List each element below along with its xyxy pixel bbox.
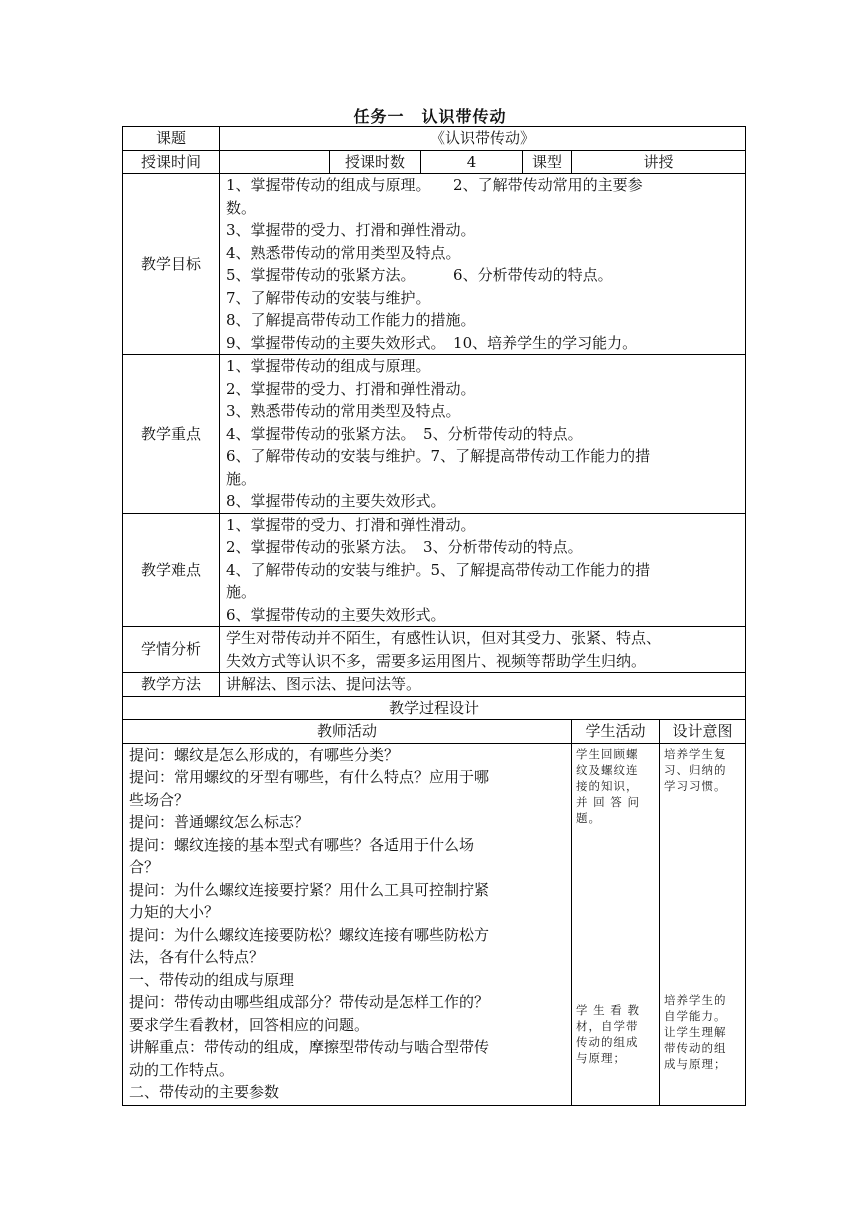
student-line: 纹及螺纹连 bbox=[576, 762, 639, 777]
teacher-line: 提问：带传动由哪些组成部分？带传动是怎样工作的？ bbox=[129, 993, 490, 1011]
objective-line: 4、熟悉带传动的常用类型及特点。 bbox=[226, 243, 461, 262]
process-header-row bbox=[123, 696, 746, 720]
difficulty-line: 施。 bbox=[226, 583, 257, 601]
document-title: 任务一 认识带传动 bbox=[353, 107, 507, 126]
time-value bbox=[220, 150, 330, 174]
intent-line: 带传动的组 bbox=[664, 1040, 727, 1055]
difficulty-line: 6、掌握带传动的主要失效形式。 bbox=[226, 605, 446, 624]
teacher-line: 提问：螺纹是怎么形成的，有哪些分类？ bbox=[129, 745, 400, 764]
key-point-line: 6、了解带传动的安装与维护。7、了解提高带传动工作能力的措 bbox=[226, 447, 651, 465]
student-activity-content bbox=[572, 743, 660, 1105]
student-line: 接的知识， bbox=[576, 778, 639, 793]
key-point-line: 3、熟悉带传动的常用类型及特点。 bbox=[226, 402, 461, 420]
analysis-line: 学生对带传动并不陌生，有感性认识，但对其受力、张紧、特点、 bbox=[226, 629, 662, 647]
objective-line: 8、了解提高带传动工作能力的措施。 bbox=[226, 311, 476, 329]
course-row bbox=[123, 127, 746, 151]
process-columns-row bbox=[123, 720, 746, 744]
intent-line: 习、归纳的 bbox=[664, 762, 727, 777]
analysis-label: 学情分析 bbox=[123, 627, 220, 673]
intent-line: 自学能力。 bbox=[664, 1008, 727, 1023]
col-teacher-activity: 教师活动 bbox=[123, 720, 572, 744]
objective-line: 5、掌握带传动的张紧方法。 6、分析带传动的特点。 bbox=[226, 266, 613, 284]
teacher-line: 合？ bbox=[129, 858, 160, 876]
hours-value: 4 bbox=[421, 150, 523, 174]
teacher-line: 提问：常用螺纹的牙型有哪些，有什么特点？应用于哪 bbox=[129, 768, 490, 786]
type-value: 讲授 bbox=[572, 150, 746, 174]
student-line: 并 回 答 问 bbox=[576, 794, 640, 809]
difficulties-content bbox=[220, 513, 746, 627]
teacher-line: 二、带传动的主要参数 bbox=[129, 1083, 280, 1101]
difficulties-label: 教学难点 bbox=[123, 513, 220, 627]
teacher-line: 提问：为什么螺纹连接要拧紧？用什么工具可控制拧紧 bbox=[129, 880, 490, 899]
teacher-line: 要求学生看教材，回答相应的问题。 bbox=[129, 1015, 370, 1034]
teacher-line: 一、带传动的组成与原理 bbox=[129, 970, 295, 989]
key-point-line: 8、掌握带传动的主要失效形式。 bbox=[226, 492, 446, 510]
student-line: 材，自学带 bbox=[576, 1018, 639, 1033]
key-points-label: 教学重点 bbox=[123, 355, 220, 514]
methods-row bbox=[123, 673, 746, 697]
intent-line: 培养学生复 bbox=[664, 746, 727, 761]
objectives-row bbox=[123, 174, 746, 355]
key-points-content bbox=[220, 355, 746, 514]
time-label: 授课时间 bbox=[123, 150, 220, 174]
student-line: 传动的组成 bbox=[576, 1034, 639, 1049]
course-value: 《认识带传动》 bbox=[220, 127, 746, 151]
difficulty-line: 2、掌握带传动的张紧方法。 3、分析带传动的特点。 bbox=[226, 538, 583, 556]
student-line: 学 生 看 教 bbox=[576, 1002, 640, 1017]
teacher-line: 动的工作特点。 bbox=[129, 1060, 235, 1079]
intent-line: 培养学生的 bbox=[664, 992, 727, 1007]
design-intent-content bbox=[660, 743, 746, 1105]
analysis-content bbox=[220, 627, 746, 673]
teacher-line: 提问：螺纹连接的基本型式有哪些？各适用于什么场 bbox=[129, 835, 475, 854]
hours-label: 授课时数 bbox=[330, 150, 421, 174]
teacher-activity-content bbox=[123, 743, 572, 1105]
teacher-line: 法，各有什么特点？ bbox=[129, 948, 265, 966]
analysis-line: 失效方式等认识不多，需要多运用图片、视频等帮助学生归纳。 bbox=[226, 651, 647, 670]
objectives-content bbox=[220, 174, 746, 355]
objective-line: 数。 bbox=[226, 198, 257, 217]
teacher-line: 力矩的大小？ bbox=[129, 903, 220, 921]
teacher-line: 些场合？ bbox=[129, 790, 190, 809]
student-line: 题。 bbox=[576, 810, 601, 825]
objective-line: 9、掌握带传动的主要失效形式。 10、培养学生的学习能力。 bbox=[226, 333, 638, 352]
intent-line: 让学生理解 bbox=[664, 1024, 727, 1039]
key-point-line: 1、掌握带传动的组成与原理。 bbox=[226, 357, 431, 375]
key-point-line: 4、掌握带传动的张紧方法。 5、分析带传动的特点。 bbox=[226, 424, 583, 443]
difficulty-line: 4、了解带传动的安装与维护。5、了解提高带传动工作能力的措 bbox=[226, 560, 651, 579]
methods-value: 讲解法、图示法、提问法等。 bbox=[220, 673, 746, 697]
intent-line: 学习习惯。 bbox=[664, 778, 727, 793]
student-line: 学生回顾螺 bbox=[576, 746, 639, 761]
lesson-plan-table bbox=[122, 126, 746, 1106]
process-header: 教学过程设计 bbox=[123, 696, 746, 720]
key-points-row bbox=[123, 355, 746, 514]
course-label: 课题 bbox=[123, 127, 220, 151]
teacher-line: 提问：普通螺纹怎么标志？ bbox=[129, 813, 310, 831]
difficulty-line: 1、掌握带的受力、打滑和弹性滑动。 bbox=[226, 515, 476, 534]
analysis-row bbox=[123, 627, 746, 673]
student-line: 与原理； bbox=[576, 1050, 626, 1065]
col-student-activity: 学生活动 bbox=[572, 720, 660, 744]
difficulties-row bbox=[123, 513, 746, 627]
teacher-line: 讲解重点：带传动的组成，摩擦型带传动与啮合型带传 bbox=[129, 1038, 490, 1056]
teacher-line: 提问：为什么螺纹连接要防松？螺纹连接有哪些防松方 bbox=[129, 925, 490, 944]
objectives-label: 教学目标 bbox=[123, 174, 220, 355]
methods-label: 教学方法 bbox=[123, 673, 220, 697]
intent-line: 成与原理； bbox=[664, 1056, 727, 1071]
objective-line: 1、掌握带传动的组成与原理。 2、了解带传动常用的主要参 bbox=[226, 176, 643, 194]
objective-line: 7、了解带传动的安装与维护。 bbox=[226, 288, 431, 307]
type-label: 课型 bbox=[523, 150, 572, 174]
key-point-line: 2、掌握带的受力、打滑和弹性滑动。 bbox=[226, 379, 476, 398]
objective-line: 3、掌握带的受力、打滑和弹性滑动。 bbox=[226, 221, 476, 239]
col-design-intent: 设计意图 bbox=[660, 720, 746, 744]
key-point-line: 施。 bbox=[226, 469, 257, 488]
process-content-row bbox=[123, 743, 746, 1105]
schedule-row bbox=[123, 150, 746, 174]
